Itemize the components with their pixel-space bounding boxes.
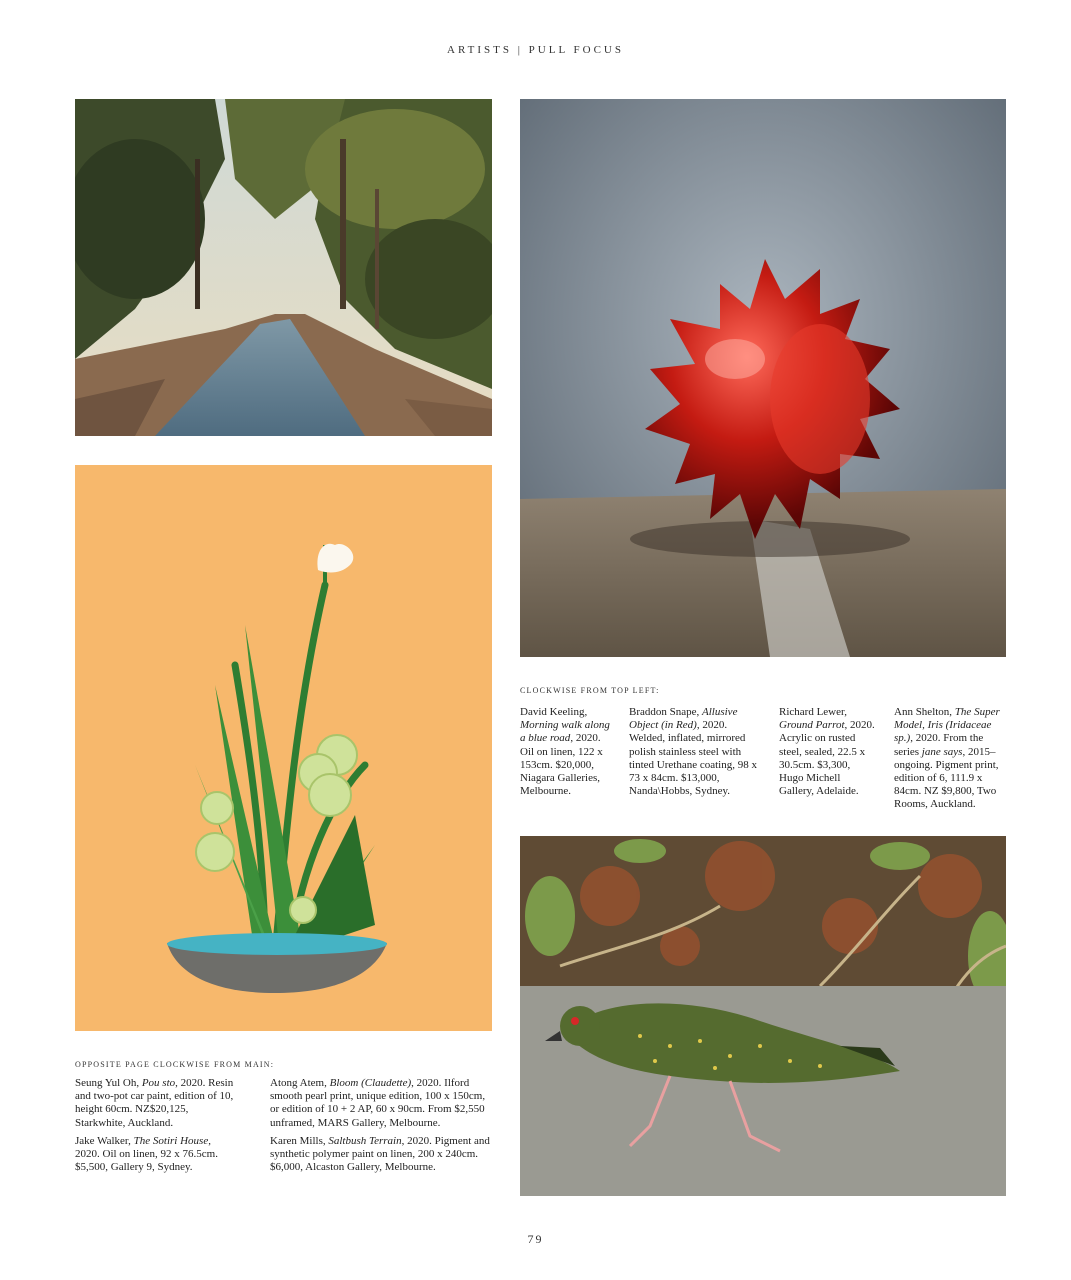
- caption-title: Saltbush Terrain: [328, 1134, 402, 1147]
- caption-title: The Super Model, Iris (Iridaceae sp.): [894, 706, 1000, 745]
- caption-artist: Richard Lewer,: [779, 706, 847, 718]
- page-number: 79: [527, 1232, 544, 1246]
- caption-details-2: , 2015–ongoing. Pigment print, edition of 6, 111.9 x 84cm. NZ $9,800, Two Rooms, Auckland.: [894, 745, 999, 811]
- caption-series: jane says: [921, 745, 963, 758]
- caption-artist: Jake Walker,: [75, 1134, 134, 1147]
- caption-details: , 2020. Pigment and synthetic polymer paint on linen, 200 x 240cm. $6,000, Alcaston Gallery, Melbourne.: [270, 1134, 490, 1174]
- caption-title: Ground Parrot: [779, 719, 845, 732]
- caption-karen-mills: [270, 1135, 492, 1175]
- section-header: ARTISTS | PULL FOCUS: [447, 44, 624, 56]
- artwork-road-painting: [75, 99, 492, 436]
- caption-title: The Sotiri House: [133, 1134, 209, 1147]
- caption-title: Bloom (Claudette): [329, 1077, 412, 1089]
- caption-title: Allusive Object (in Red): [629, 706, 738, 732]
- caption-details: , 2020. Acrylic on rusted steel, sealed, 22.5 x 30.5cm. $3,300, Hugo Michell Gallery, Adelaide.: [779, 719, 875, 798]
- caption-artist: Braddon Snape,: [629, 706, 703, 718]
- caption-artist: David Keeling,: [520, 706, 588, 718]
- caption-column-left: [75, 1077, 235, 1179]
- caption-artist: Seung Yul Oh,: [75, 1077, 142, 1089]
- caption-title: Pou sto: [141, 1077, 176, 1089]
- caption-braddon-snape: [629, 706, 757, 798]
- caption-seung-yul-oh: [75, 1077, 235, 1130]
- artwork-plant-bowl: [75, 465, 492, 1031]
- caption-details: , 2020. Welded, inflated, mirrored polish stainless steel with tinted Urethane coating, 98 x 73 x 84cm. $13,000, Nanda\Hobbs, Sydney.: [629, 719, 757, 798]
- artwork-red-sculpture: [520, 99, 1006, 657]
- caption-column-right: [270, 1077, 492, 1179]
- caption-details: , 2020. Oil on linen, 122 x 153cm. $20,000, Niagara Galleries, Melbourne.: [520, 732, 603, 798]
- right-caption-heading: CLOCKWISE FROM TOP LEFT:: [520, 686, 660, 695]
- left-caption-heading: OPPOSITE PAGE CLOCKWISE FROM MAIN:: [75, 1060, 275, 1069]
- caption-artist: Atong Atem,: [270, 1077, 330, 1089]
- caption-david-keeling: [520, 706, 612, 798]
- caption-jake-walker: [75, 1135, 235, 1175]
- caption-details: , 2020. Oil on linen, 92 x 76.5cm. $5,500, Gallery 9, Sydney.: [75, 1134, 218, 1174]
- caption-details: , 2020. From the series: [894, 732, 984, 758]
- caption-details: , 2020. Resin and two-pot car paint, edition of 10, height 60cm. NZ$20,125, Starkwhite, Auckland.: [75, 1077, 234, 1129]
- caption-details: , 2020. Ilford smooth pearl print, unique edition, 100 x 150cm, or edition of 10 + 2 AP, 60 x 90cm. From $2,550 unframed, MARS Gallery, Melbourne.: [270, 1077, 486, 1129]
- artwork-ground-parrot: [520, 836, 1006, 1196]
- caption-artist: Karen Mills,: [270, 1134, 329, 1147]
- caption-ann-shelton: [894, 706, 1006, 812]
- caption-artist: Ann Shelton,: [894, 706, 955, 718]
- caption-title: Morning walk along a blue road: [520, 719, 610, 745]
- caption-richard-lewer: [779, 706, 875, 798]
- caption-atong-atem: [270, 1077, 492, 1130]
